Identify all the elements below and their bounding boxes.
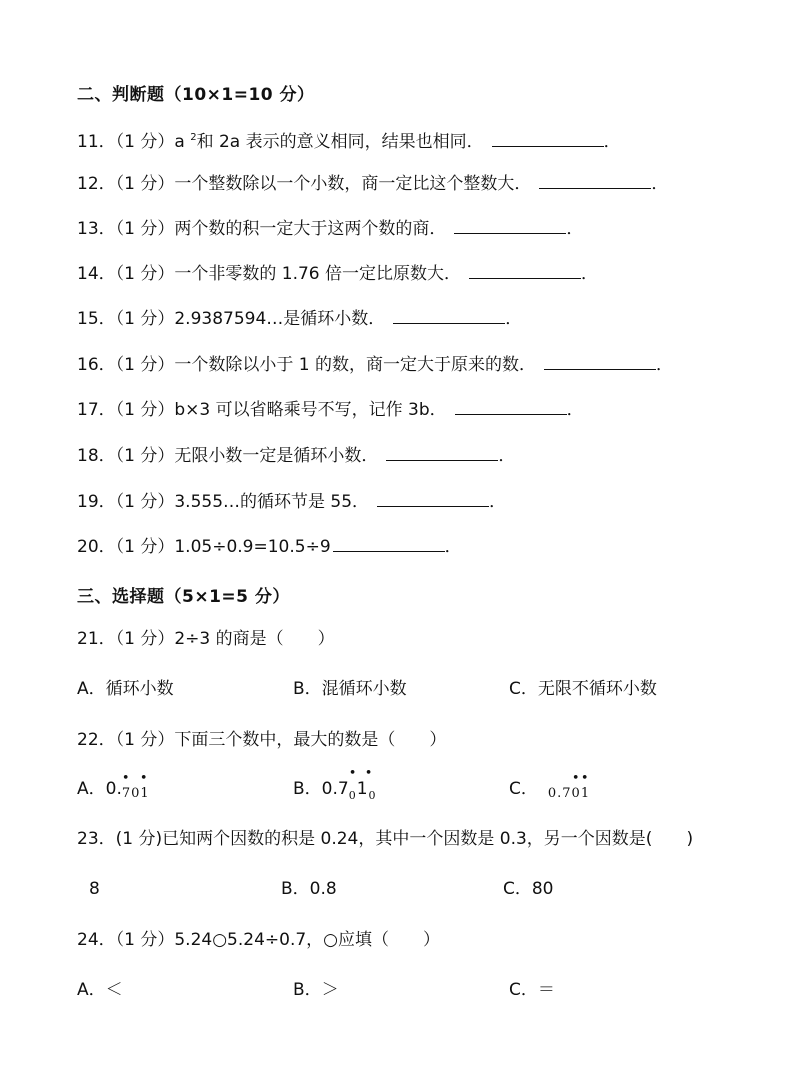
option-label: C． — [509, 779, 538, 799]
question-end: ． — [444, 537, 462, 557]
subscript: 0 — [348, 789, 357, 802]
question-end: ． — [655, 355, 673, 375]
superscript: 2 — [190, 132, 197, 143]
question-text: 1.05÷0.9=10.5÷9 — [174, 537, 331, 557]
question-number: 12．（1 分） — [77, 174, 175, 194]
repeating-digits — [121, 771, 150, 806]
question-end: ． — [505, 309, 523, 329]
question-18 — [77, 444, 515, 468]
question-end: ． — [581, 264, 599, 284]
option-a[interactable] — [77, 771, 150, 806]
repeat-dot: • — [364, 766, 374, 781]
question-text: 2.9387594…是循环小数． — [174, 309, 386, 329]
option-b[interactable]: B．混循环小数 — [293, 679, 407, 699]
question-number: 18．（1 分） — [77, 446, 175, 466]
question-end: ． — [603, 132, 621, 152]
question-text: b×3 可以省略乘号不写，记作 3b． — [174, 400, 447, 420]
digit: 1 — [356, 779, 369, 799]
question-text: 3.555…的循环节是 55． — [174, 492, 370, 512]
option-c[interactable]: C．无限不循环小数 — [509, 679, 657, 699]
option-value: 0.7 — [321, 779, 349, 799]
question-number: 20．（1 分） — [77, 537, 175, 557]
answer-blank[interactable] — [455, 400, 567, 415]
question-16 — [77, 353, 673, 377]
question-end: ． — [651, 174, 669, 194]
repeat-dot: • — [580, 771, 590, 786]
question-21: 21．（1 分）2÷3 的商是（ ） — [77, 629, 335, 649]
option-value-int: 0. — [105, 779, 122, 799]
answer-blank[interactable] — [393, 309, 505, 324]
question-text: 和 2a 表示的意义相同，结果也相同． — [196, 132, 484, 152]
question-24: 24．（1 分）5.24○5.24÷0.7，○应填（ ） — [77, 930, 441, 950]
question-number: 15．（1 分） — [77, 309, 175, 329]
digits: 701 — [121, 786, 150, 801]
section-title-choice: 三、选择题（5×1=5 分） — [77, 587, 290, 607]
question-end: ． — [498, 446, 516, 466]
option-label: B． — [293, 779, 322, 799]
answer-blank[interactable] — [544, 355, 656, 370]
answer-blank[interactable] — [333, 537, 445, 552]
question-end: ． — [566, 400, 584, 420]
section-title-judgment: 二、判断题（10×1=10 分） — [77, 85, 315, 105]
question-end: ． — [489, 492, 507, 512]
answer-blank[interactable] — [386, 446, 498, 461]
question-number: 11．（1 分） — [77, 132, 175, 152]
repeat-dot: • — [139, 771, 149, 786]
question-number: 14．（1 分） — [77, 264, 175, 284]
question-11 — [77, 126, 621, 154]
question-20 — [77, 535, 462, 559]
question-number: 19．（1 分） — [77, 492, 175, 512]
subscript: 0 — [368, 789, 377, 802]
question-text: 无限小数一定是循环小数． — [174, 446, 379, 466]
option-b[interactable]: B．0.8 — [281, 879, 337, 899]
question-23: 23．(1 分)已知两个因数的积是 0.24，其中一个因数是 0.3，另一个因数是( ) — [77, 829, 694, 849]
digits: 0.701 — [547, 786, 591, 801]
option-a[interactable]: A．循环小数 — [77, 679, 174, 699]
option-c[interactable]: C．80 — [503, 879, 554, 899]
option-c[interactable] — [509, 771, 591, 806]
question-17 — [77, 398, 584, 422]
question-number: 16．（1 分） — [77, 355, 175, 375]
question-number: 17．（1 分） — [77, 400, 175, 420]
repeat-dot: • — [348, 766, 358, 781]
option-b[interactable] — [293, 766, 377, 808]
question-text: 两个数的积一定大于这两个数的商． — [174, 219, 447, 239]
question-13 — [77, 217, 583, 241]
question-19 — [77, 490, 506, 514]
answer-blank[interactable] — [454, 219, 566, 234]
repeat-dot: • — [571, 771, 581, 786]
repeat-dot: • — [121, 771, 131, 786]
repeating-digits — [348, 766, 377, 808]
option-label: A． — [77, 779, 106, 799]
question-12 — [77, 172, 668, 196]
question-text: 一个整数除以一个小数，商一定比这个整数大． — [174, 174, 532, 194]
question-text: a — [174, 132, 191, 152]
option-b[interactable]: B．＞ — [293, 980, 339, 1000]
question-end: ． — [566, 219, 584, 239]
question-14 — [77, 262, 598, 286]
question-15 — [77, 307, 522, 331]
answer-blank[interactable] — [539, 174, 651, 189]
option-a[interactable]: 8 — [89, 879, 100, 899]
answer-blank[interactable] — [492, 132, 604, 147]
question-text: 一个非零数的 1.76 倍一定比原数大． — [174, 264, 462, 284]
question-number: 13．（1 分） — [77, 219, 175, 239]
answer-blank[interactable] — [377, 492, 489, 507]
question-22: 22．（1 分）下面三个数中，最大的数是（ ） — [77, 730, 447, 750]
option-c[interactable]: C．＝ — [509, 980, 555, 1000]
answer-blank[interactable] — [469, 264, 581, 279]
question-text: 一个数除以小于 1 的数，商一定大于原来的数． — [174, 355, 536, 375]
option-a[interactable]: A．＜ — [77, 980, 123, 1000]
repeating-digits — [547, 771, 591, 806]
